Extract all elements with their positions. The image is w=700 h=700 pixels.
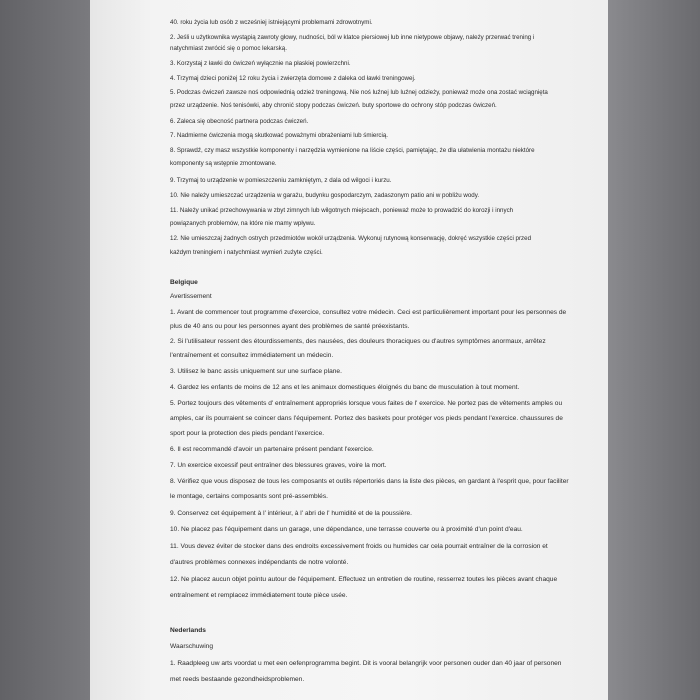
- pl-line: powiązanych problemów, na które nie mamy wpływu.: [170, 220, 316, 227]
- pl-line: 40. roku życia lub osób z wcześniej istniejącymi problemami zdrowotnymi.: [170, 19, 373, 26]
- fr-line: l'entraînement et consultez immédiatement un médecin.: [170, 352, 334, 359]
- section-subheading: Avertissement: [170, 293, 212, 300]
- paper-sheet: [90, 0, 608, 700]
- section-heading-belgique: Belgique: [170, 279, 198, 286]
- fr-line: 12. Ne placez aucun objet pointu autour de l'équipement. Effectuez un entretien de routine, resserrez toutes les pièces avant chaque: [170, 576, 558, 583]
- fr-line: amples, car ils pourraient se coincer dans l'équipement. Portez des baskets pour protéger vos pieds pendant l'exercice. chaussures de: [170, 415, 563, 422]
- pl-line: komponenty są wstępnie zmontowane.: [170, 160, 277, 167]
- fr-line: 11. Vous devez éviter de stocker dans des endroits excessivement froids ou humides car cela pourrait entraîner de la corrosion et: [170, 543, 548, 550]
- fr-line: plus de 40 ans ou pour les personnes ayant des problèmes de santé préexistants.: [170, 323, 410, 330]
- pl-line: 4. Trzymaj dzieci poniżej 12 roku życia i zwierzęta domowe z daleka od ławki treningowej.: [170, 75, 416, 82]
- pl-line: 3. Korzystaj z ławki do ćwiczeń wyłącznie na płaskiej powierzchni.: [170, 60, 351, 67]
- pl-line: 12. Nie umieszczaj żadnych ostrych przedmiotów wokół urządzenia. Wykonuj rutynową konserwację, dokręć wszystkie części przed: [170, 235, 532, 242]
- background-right: [608, 0, 700, 700]
- fr-line: entraînement et remplacez immédiatement toute pièce usée.: [170, 592, 348, 599]
- fr-line: 8. Vérifiez que vous disposez de tous les composants et outils répertoriés dans la liste des pièces, en gardant à l'esprit que, pour faciliter: [170, 478, 569, 485]
- pl-line: 6. Zaleca się obecność partnera podczas ćwiczeń.: [170, 118, 309, 125]
- fr-line: 10. Ne placez pas l'équipement dans un garage, une dépendance, une terrasse couverte ou à proximité d'un point d'eau.: [170, 526, 523, 533]
- section-subheading: Waarschuwing: [170, 643, 213, 650]
- fr-line: le montage, certains composants sont pré-assemblés.: [170, 493, 328, 500]
- pl-line: 11. Należy unikać przechowywania w zbyt zimnych lub wilgotnych miejscach, ponieważ może to prowadzić do korozji i innych: [170, 207, 514, 214]
- document-text: [90, 0, 608, 700]
- fr-line: 6. Il est recommandé d'avoir un partenaire présent pendant l'exercice.: [170, 446, 374, 453]
- pl-line: przez urządzenie. Noś tenisówki, aby chronić stopy podczas ćwiczeń. buty sportowe do ochrony stóp podczas ćwiczeń.: [170, 102, 497, 109]
- fr-line: 5. Portez toujours des vêtements d' entraînement appropriés lorsque vous faites de l' exercice. Ne portez pas de vêtements amples ou: [170, 400, 563, 407]
- pl-line: 5. Podczas ćwiczeń zawsze noś odpowiednią odzież treningową. Nie noś luźnej lub luźnej odzieży, ponieważ może ona zostać wciągnięta: [170, 89, 548, 96]
- pl-line: 9. Trzymaj to urządzenie w pomieszczeniu zamkniętym, z dala od wilgoci i kurzu.: [170, 177, 392, 184]
- fr-line: 1. Avant de commencer tout programme d'exercice, consultez votre médecin. Ceci est particulièrement important pour les personnes de: [170, 309, 567, 316]
- fr-line: 2. Si l'utilisateur ressent des étourdissements, des nausées, des douleurs thoraciques ou d'autres symptômes anormaux, arrêtez: [170, 338, 546, 345]
- fr-line: d'autres problèmes connexes indépendants de notre volonté.: [170, 559, 349, 566]
- nl-line: 1. Raadpleeg uw arts voordat u met een oefenprogramma begint. Dit is vooral belangrijk voor personen ouder dan 40 jaar of personen: [170, 660, 562, 667]
- pl-line: natychmiast zwrócić się o pomoc lekarską.: [170, 45, 287, 52]
- fr-line: sport pour la protection des pieds pendant l'exercice.: [170, 430, 325, 437]
- section-heading-nederlands: Nederlands: [170, 627, 206, 634]
- nl-line: met reeds bestaande gezondheidsproblemen.: [170, 676, 305, 683]
- background-left: [0, 0, 90, 700]
- pl-line: każdym treningiem i natychmiast wymień zużyte części.: [170, 249, 323, 256]
- pl-line: 10. Nie należy umieszczać urządzenia w garażu, budynku gospodarczym, zadaszonym patio ani w pobliżu wody.: [170, 192, 480, 199]
- fr-line: 4. Gardez les enfants de moins de 12 ans et les animaux domestiques éloignés du banc de musculation à tout moment.: [170, 384, 520, 391]
- pl-line: 7. Nadmierne ćwiczenia mogą skutkować poważnymi obrażeniami lub śmiercią.: [170, 132, 389, 139]
- pl-line: 8. Sprawdź, czy masz wszystkie komponenty i narzędzia wymienione na liście części, pamiętając, że dla ułatwienia montażu niektóre: [170, 147, 535, 154]
- fr-line: 3. Utilisez le banc assis uniquement sur une surface plane.: [170, 368, 342, 375]
- fr-line: 9. Conservez cet équipement à l' intérieur, à l' abri de l' humidité et de la poussière.: [170, 510, 413, 517]
- pl-line: 2. Jeśli u użytkownika wystąpią zawroty głowy, nudności, ból w klatce piersiowej lub inne nietypowe objawy, należy przerwać trening i: [170, 34, 535, 41]
- fr-line: 7. Un exercice excessif peut entraîner des blessures graves, voire la mort.: [170, 462, 387, 469]
